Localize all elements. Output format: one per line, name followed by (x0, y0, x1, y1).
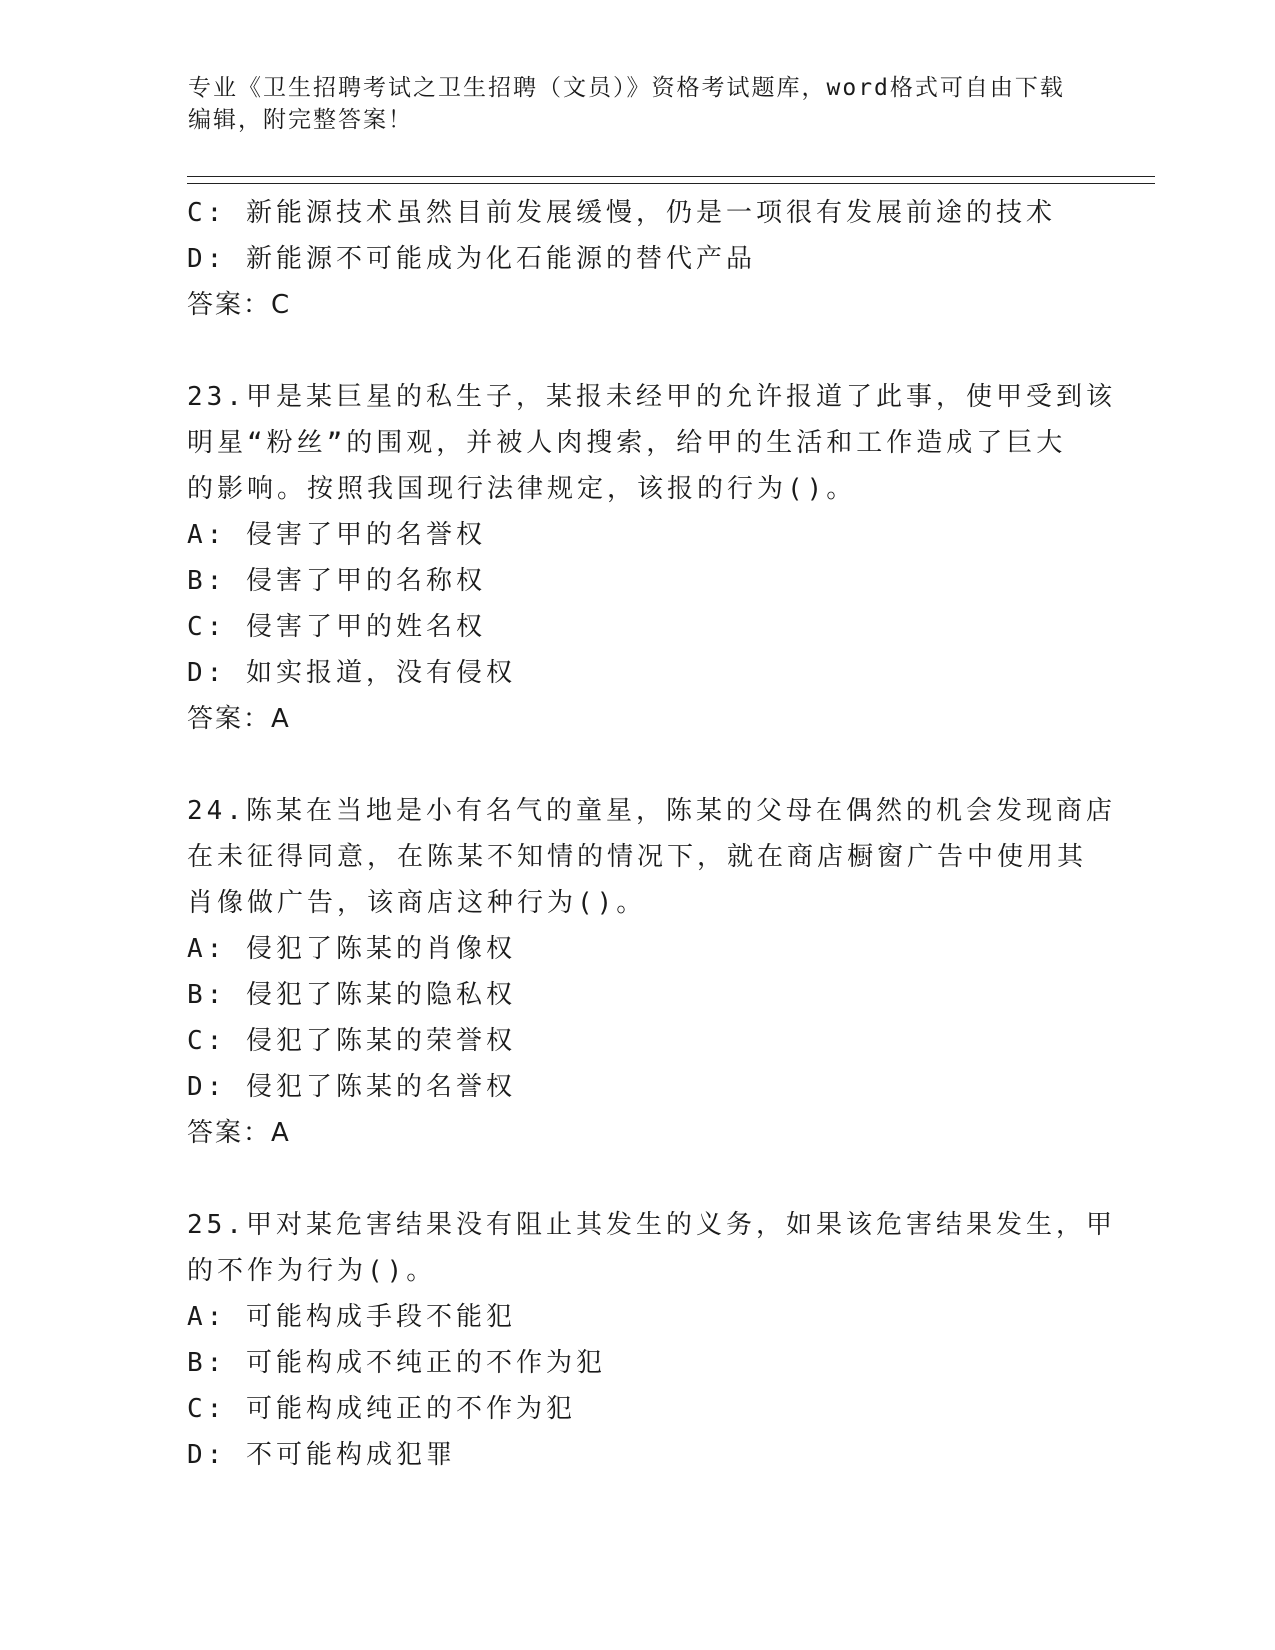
header-line-1: 专业《卫生招聘考试之卫生招聘（文员）》资格考试题库，word格式可自由下载 (188, 75, 1065, 101)
question-stem-line: 24.陈某在当地是小有名气的童星，陈某的父母在偶然的机会发现商店 (187, 796, 1116, 826)
option-d: D: 新能源不可能成为化石能源的替代产品 (187, 244, 756, 274)
spacer (187, 742, 1087, 788)
question-23 (187, 374, 1116, 742)
option-d: D: 侵犯了陈某的名誉权 (187, 1072, 516, 1102)
answer-label: 答案：A (187, 1118, 291, 1148)
option-a: A: 可能构成手段不能犯 (187, 1302, 516, 1332)
option-a: A: 侵害了甲的名誉权 (187, 520, 486, 550)
option-b: B: 侵犯了陈某的隐私权 (187, 980, 516, 1010)
option-d: D: 如实报道，没有侵权 (187, 658, 516, 688)
option-a: A: 侵犯了陈某的肖像权 (187, 934, 516, 964)
option-c: C: 可能构成纯正的不作为犯 (187, 1394, 576, 1424)
option-b: B: 侵害了甲的名称权 (187, 566, 486, 596)
question-stem-line: 在未征得同意，在陈某不知情的情况下，就在商店橱窗广告中使用其 (187, 842, 1088, 872)
question-stem-line: 的影响。按照我国现行法律规定，该报的行为()。 (187, 474, 857, 504)
option-d: D: 不可能构成犯罪 (187, 1440, 456, 1470)
header-rule-top (187, 176, 1155, 177)
answer-label: 答案：C (187, 290, 292, 320)
question-24 (187, 788, 1116, 1156)
previous-question-tail (187, 190, 1087, 328)
option-c: C: 侵害了甲的姓名权 (187, 612, 486, 642)
option-c: C: 新能源技术虽然目前发展缓慢，仍是一项很有发展前途的技术 (187, 198, 1056, 228)
question-stem-line: 的不作为行为()。 (187, 1256, 437, 1286)
question-stem-line: 明星“粉丝”的围观，并被人肉搜索，给甲的生活和工作造成了巨大 (187, 428, 1067, 458)
header-line-2: 编辑，附完整答案！ (188, 107, 413, 133)
option-b: B: 可能构成不纯正的不作为犯 (187, 1348, 606, 1378)
question-stem-line: 25.甲对某危害结果没有阻止其发生的义务，如果该危害结果发生，甲 (187, 1210, 1116, 1240)
question-stem-line: 肖像做广告，该商店这种行为()。 (187, 888, 647, 918)
option-c: C: 侵犯了陈某的荣誉权 (187, 1026, 516, 1056)
spacer (187, 328, 1087, 374)
question-25 (187, 1202, 1116, 1478)
question-content (187, 190, 1116, 1478)
question-stem-line: 23.甲是某巨星的私生子，某报未经甲的允许报道了此事，使甲受到该 (187, 382, 1116, 412)
document-header (188, 72, 1068, 136)
answer-label: 答案：A (187, 704, 291, 734)
header-rule-bottom (187, 183, 1155, 184)
spacer (187, 1156, 1087, 1202)
